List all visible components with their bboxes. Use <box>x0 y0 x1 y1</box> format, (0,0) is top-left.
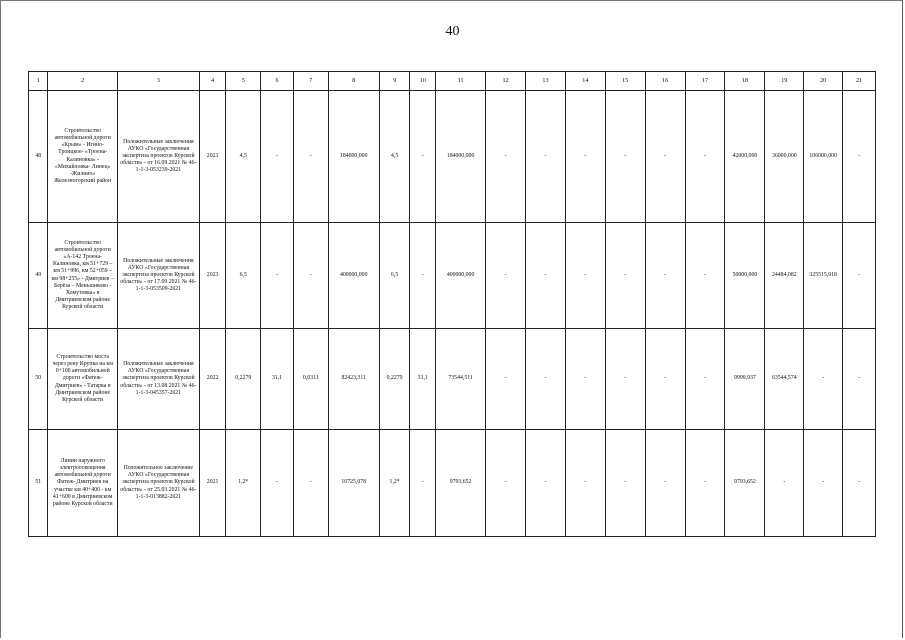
value-cell: - <box>843 223 876 329</box>
value-cell: - <box>565 430 605 537</box>
value-cell: 31,1 <box>410 329 436 430</box>
column-header: 6 <box>261 72 294 91</box>
value-cell: 0,2279 <box>226 329 261 430</box>
row-number-cell: 48 <box>29 91 48 223</box>
value-cell: 82423,311 <box>328 329 379 430</box>
value-cell: 106000,000 <box>804 91 843 223</box>
value-cell: - <box>605 223 645 329</box>
column-header: 8 <box>328 72 379 91</box>
value-cell: - <box>486 430 526 537</box>
value-cell: - <box>843 430 876 537</box>
conclusion-cell: Положительное заключение АУКО «Государственная экспертиза проектов Курской области» - от 25.03.2021 № 46-1-1-3-013882-2021 <box>117 430 199 537</box>
column-header: 11 <box>436 72 486 91</box>
column-header: 7 <box>293 72 328 91</box>
value-cell: 31,1 <box>261 329 294 430</box>
value-cell: - <box>526 223 566 329</box>
value-cell: - <box>410 430 436 537</box>
value-cell: - <box>526 91 566 223</box>
column-header: 4 <box>199 72 226 91</box>
row-number-cell: 51 <box>29 430 48 537</box>
column-header: 3 <box>117 72 199 91</box>
value-cell: - <box>645 430 685 537</box>
value-cell: 1,2* <box>379 430 410 537</box>
value-cell: 50000,000 <box>725 223 765 329</box>
column-header: 17 <box>685 72 725 91</box>
value-cell: - <box>293 91 328 223</box>
column-header: 9 <box>379 72 410 91</box>
value-cell: 4,5 <box>226 91 261 223</box>
column-header: 14 <box>565 72 605 91</box>
value-cell: - <box>645 329 685 430</box>
value-cell: 6,5 <box>226 223 261 329</box>
column-header: 2 <box>48 72 118 91</box>
value-cell: - <box>261 430 294 537</box>
value-cell: 0,0311 <box>293 329 328 430</box>
column-header: 10 <box>410 72 436 91</box>
value-cell: - <box>605 329 645 430</box>
value-cell: - <box>526 430 566 537</box>
value-cell: - <box>486 223 526 329</box>
data-table <box>28 71 876 537</box>
table-row <box>29 91 876 223</box>
value-cell: 63544,574 <box>765 329 804 430</box>
table-row <box>29 329 876 430</box>
value-cell: 1,2* <box>226 430 261 537</box>
value-cell: 4,5 <box>379 91 410 223</box>
value-cell: 184000,000 <box>328 91 379 223</box>
value-cell: 9793,652 <box>436 430 486 537</box>
column-header: 12 <box>486 72 526 91</box>
header-row <box>29 72 876 91</box>
value-cell: - <box>804 430 843 537</box>
value-cell: - <box>526 329 566 430</box>
value-cell: 2023 <box>199 223 226 329</box>
value-cell: 400000,000 <box>436 223 486 329</box>
value-cell: - <box>685 223 725 329</box>
conclusion-cell: Положительные заключения АУКО «Государственная экспертиза проектов Курской области» - от 16.09.2021 № 46-1-1-3-053239-2021 <box>117 91 199 223</box>
value-cell: - <box>645 91 685 223</box>
object-name-cell: Строительство автомобильной дороги «А-142 Троена- Калиновка, км 51+729 – км 51+996, км 52+059 – км 98+255» - Дмитриев – Берёза – Меньшиково - Хомутовка» в Дмитриевском районе Курской области <box>48 223 118 329</box>
column-header: 13 <box>526 72 566 91</box>
value-cell: - <box>293 223 328 329</box>
value-cell: - <box>261 223 294 329</box>
column-header: 20 <box>804 72 843 91</box>
value-cell: 400000,000 <box>328 223 379 329</box>
value-cell: 184000,000 <box>436 91 486 223</box>
value-cell: - <box>486 329 526 430</box>
value-cell: - <box>765 430 804 537</box>
row-number-cell: 49 <box>29 223 48 329</box>
column-header: 18 <box>725 72 765 91</box>
value-cell: - <box>565 91 605 223</box>
table-row <box>29 223 876 329</box>
value-cell: - <box>565 329 605 430</box>
value-cell: - <box>843 329 876 430</box>
value-cell: 2022 <box>199 329 226 430</box>
row-number-cell: 50 <box>29 329 48 430</box>
value-cell: - <box>685 329 725 430</box>
value-cell: - <box>685 430 725 537</box>
column-header: 5 <box>226 72 261 91</box>
value-cell: - <box>410 223 436 329</box>
value-cell: 10725,078 <box>328 430 379 537</box>
value-cell: - <box>605 91 645 223</box>
value-cell: 73544,511 <box>436 329 486 430</box>
value-cell: 6,5 <box>379 223 410 329</box>
value-cell: 0,2279 <box>379 329 410 430</box>
column-header: 1 <box>29 72 48 91</box>
value-cell: 42000,000 <box>725 91 765 223</box>
value-cell: - <box>293 430 328 537</box>
table-row <box>29 430 876 537</box>
value-cell: - <box>843 91 876 223</box>
value-cell: - <box>804 329 843 430</box>
value-cell: 36000,000 <box>765 91 804 223</box>
column-header: 16 <box>645 72 685 91</box>
value-cell: 24484,082 <box>765 223 804 329</box>
column-header: 21 <box>843 72 876 91</box>
conclusion-cell: Положительные заключения АУКО «Государственная экспертиза проектов Курской области» - от 17.09.2021 № 46-1-1-3-053509-2021 <box>117 223 199 329</box>
value-cell: - <box>605 430 645 537</box>
value-cell: 2023 <box>199 91 226 223</box>
conclusion-cell: Положительные заключения АУКО «Государственная экспертиза проектов Курской области» - от 13.08.2021 № 46-1-1-3-045357-2021 <box>117 329 199 430</box>
column-header: 15 <box>605 72 645 91</box>
value-cell: - <box>261 91 294 223</box>
value-cell: - <box>565 223 605 329</box>
value-cell: - <box>486 91 526 223</box>
value-cell: - <box>685 91 725 223</box>
value-cell: 9999,937 <box>725 329 765 430</box>
value-cell: - <box>645 223 685 329</box>
value-cell: - <box>410 91 436 223</box>
value-cell: 9793,652 <box>725 430 765 537</box>
object-name-cell: Строительство автомобильной дороги «Крым» - Игино-Троицкое- «Троена- Калиновка» - «Михайловка- Линец» -Жилино» Железногорский район <box>48 91 118 223</box>
value-cell: 2021 <box>199 430 226 537</box>
object-name-cell: Линии наружного электроосвещения автомобильной дороги Фатеж- Дмитриев на участке км 40+400 - км 41+600 в Дмитриевском районе Курской области <box>48 430 118 537</box>
object-name-cell: Строительство моста через реку Крупка на км 0+100 автомобильной дороги «Фатеж- Дмитриев» - Татарка в Дмитриевском районе Курской области <box>48 329 118 430</box>
page-number: 40 <box>445 24 460 39</box>
value-cell: 325515,918 <box>804 223 843 329</box>
column-header: 19 <box>765 72 804 91</box>
